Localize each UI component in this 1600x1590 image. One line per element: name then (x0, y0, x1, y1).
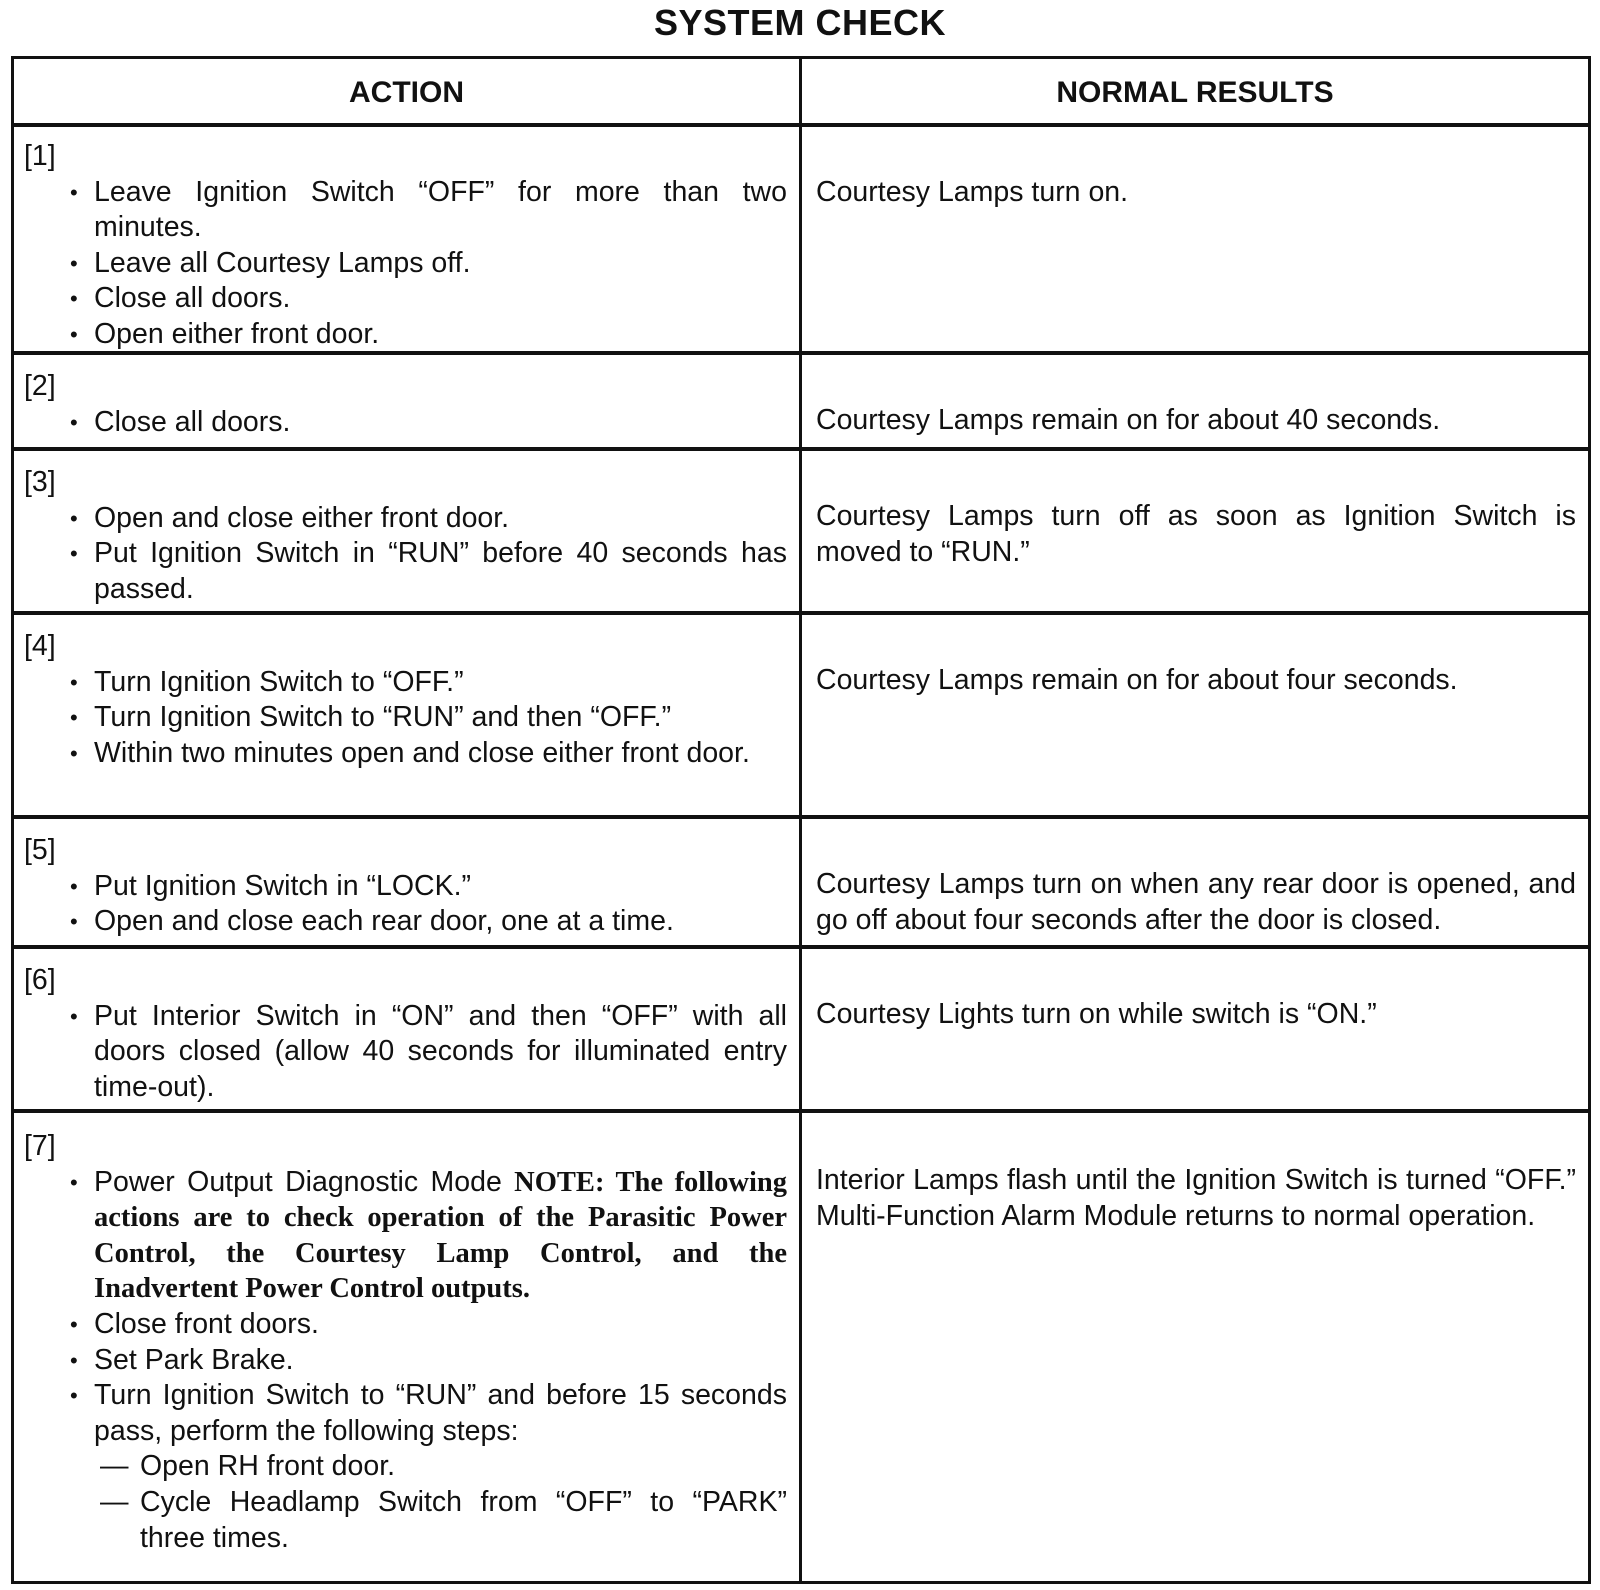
action-item: • Close all doors. (24, 281, 787, 317)
table-header (14, 59, 1588, 127)
header-action: ACTION (349, 76, 464, 109)
table-row (14, 1113, 1588, 1581)
action-item: • Set Park Brake. (24, 1343, 787, 1379)
result-cell (802, 615, 1588, 815)
action-item: • Within two minutes open and close either front door. (24, 736, 787, 772)
action-item: • Put Ignition Switch in “RUN” before 40 seconds has passed. (24, 536, 787, 607)
action-item (24, 1165, 787, 1307)
table-row (14, 123, 1588, 355)
result-cell (802, 949, 1588, 1109)
step-number: [7] (24, 1130, 56, 1162)
action-cell (14, 451, 799, 611)
result-text: Courtesy Lights turn on while switch is “ON.” (816, 998, 1377, 1030)
action-cell (14, 123, 799, 351)
action-cell (14, 949, 799, 1109)
table-row (14, 819, 1588, 949)
action-cell (14, 819, 799, 945)
result-cell (802, 819, 1588, 945)
action-note: NOTE: The following actions are to check operation of the Parasitic Power Control, the Courtesy Lamp Control, and the Inadvertent Power Control outputs. (94, 1166, 787, 1305)
result-text: Courtesy Lamps turn on when any rear door is opened, and go off about four seconds after the door is closed. (816, 868, 1576, 936)
result-text: Interior Lamps flash until the Ignition Switch is turned “OFF.” Multi-Function Alarm Module returns to normal operation. (816, 1164, 1576, 1232)
result-text: Courtesy Lamps turn off as soon as Ignition Switch is moved to “RUN.” (816, 500, 1576, 568)
result-cell (802, 1113, 1588, 1581)
action-item: • Turn Ignition Switch to “RUN” and before 15 seconds pass, perform the following steps: (24, 1378, 787, 1449)
step-number: [6] (24, 964, 56, 996)
header-normal-results: NORMAL RESULTS (1056, 76, 1334, 109)
step-number: [4] (24, 630, 56, 662)
sub-action-item: — Cycle Headlamp Switch from “OFF” to “PARK” three times. (24, 1485, 787, 1556)
sub-action-item: — Open RH front door. (24, 1449, 787, 1485)
action-item: • Close all doors. (24, 405, 787, 441)
table-row (14, 615, 1588, 819)
action-lead: Power Output Diagnostic Mode (94, 1165, 502, 1198)
action-item: • Turn Ignition Switch to “RUN” and then “OFF.” (24, 700, 787, 736)
step-number: [2] (24, 370, 56, 402)
table-row (14, 949, 1588, 1113)
table-row (14, 451, 1588, 615)
result-text: Courtesy Lamps remain on for about four seconds. (816, 664, 1458, 696)
system-check-table (11, 56, 1591, 1584)
action-item: • Put Interior Switch in “ON” and then “OFF” with all doors closed (allow 40 seconds for illuminated entry time-out). (24, 999, 787, 1106)
page-title: SYSTEM CHECK (653, 2, 947, 43)
action-cell (14, 1113, 799, 1581)
action-cell (14, 355, 799, 447)
action-item: • Turn Ignition Switch to “OFF.” (24, 665, 787, 701)
result-cell (802, 123, 1588, 351)
action-item: • Open and close either front door. (24, 501, 787, 537)
action-cell (14, 615, 799, 815)
table-row (14, 355, 1588, 451)
step-number: [1] (24, 140, 56, 172)
action-item: • Close front doors. (24, 1307, 787, 1343)
result-text: Courtesy Lamps remain on for about 40 seconds. (816, 404, 1441, 436)
step-number: [3] (24, 466, 56, 498)
action-item: • Open and close each rear door, one at a time. (24, 904, 787, 940)
step-number: [5] (24, 834, 56, 866)
action-item: • Leave Ignition Switch “OFF” for more than two minutes. (24, 175, 787, 246)
action-item: • Put Ignition Switch in “LOCK.” (24, 869, 787, 905)
action-item: • Open either front door. (24, 317, 787, 353)
action-item: • Leave all Courtesy Lamps off. (24, 246, 787, 282)
result-text: Courtesy Lamps turn on. (816, 176, 1129, 208)
result-cell (802, 355, 1588, 447)
result-cell (802, 451, 1588, 611)
